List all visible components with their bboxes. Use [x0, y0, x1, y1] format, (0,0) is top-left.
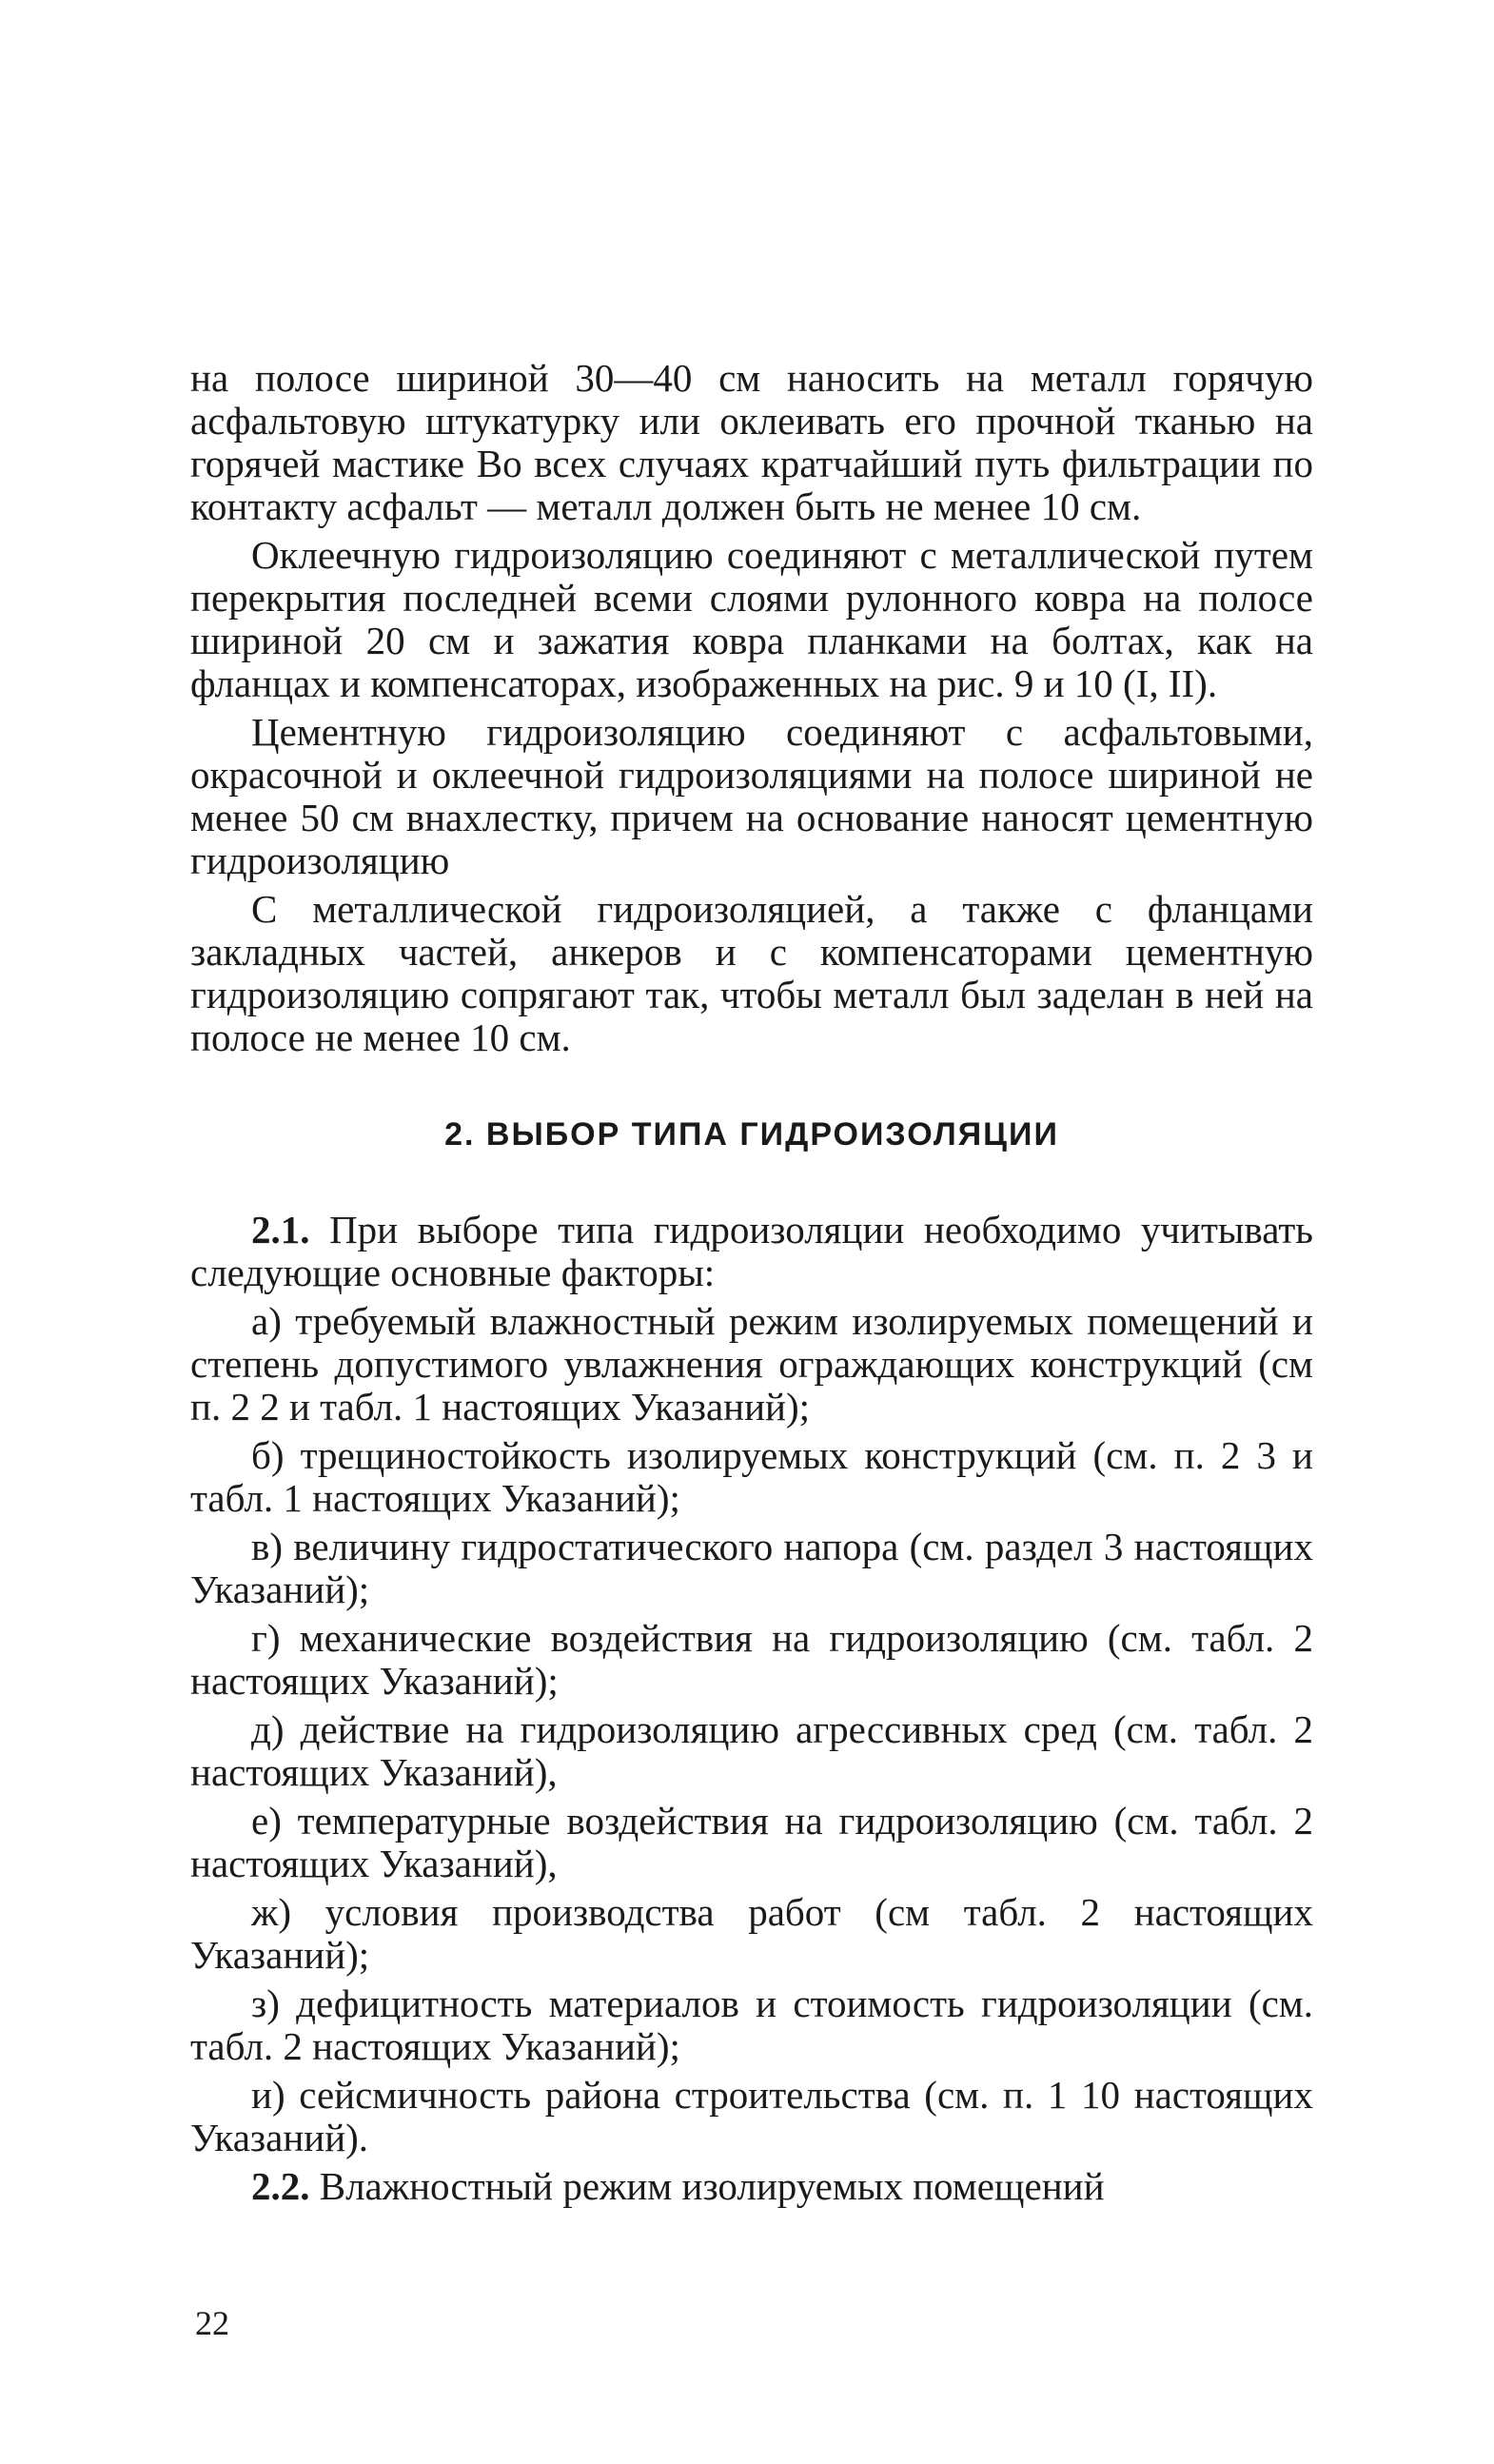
paragraph-2-1 — [190, 1209, 1313, 1294]
paragraph-number: 2.1. — [251, 1208, 310, 1252]
list-item: и) сейсмичность района строительства (см. п. 1 10 настоящих Указаний). — [190, 2073, 1313, 2159]
list-item: г) механические воздействия на гидроизоляцию (см. табл. 2 настоящих Указаний); — [190, 1616, 1313, 1703]
paragraph-continuation: на полосе шириной 30—40 см наносить на металл горячую асфальтовую штукатурку или оклеивать его прочной тканью на горячей мастике Во всех случаях кратчайший путь фильтрации по контакту асфальт — металл должен быть не менее 10 см. — [190, 356, 1313, 528]
page-number: 22 — [195, 2304, 229, 2342]
page-content — [190, 357, 1313, 2214]
section-heading: 2. ВЫБОР ТИПА ГИДРОИЗОЛЯЦИИ — [444, 1116, 1059, 1153]
paragraph-cement-joint: Цементную гидроизоляцию соединяют с асфальтовыми, окрасочной и оклеечной гидроизоляциями на полосе шириной не менее 50 см внахлестку, причем на основание наносят цементную гидроизоляцию — [190, 710, 1313, 882]
list-item: е) температурные воздействия на гидроизоляцию (см. табл. 2 настоящих Указаний), — [190, 1799, 1313, 1885]
list-item: б) трещиностойкость изолируемых конструкций (см. п. 2 3 и табл. 1 настоящих Указаний); — [190, 1433, 1313, 1520]
paragraph-2-2 — [190, 2165, 1313, 2208]
paragraph-metal-joint: С металлической гидроизоляцией, а также с фланцами закладных частей, анкеров и с компенсаторами цементную гидроизоляцию сопрягают так, чтобы металл был заделан в ней на полосе не менее 10 см. — [190, 887, 1313, 1059]
paragraph-number: 2.2. — [251, 2164, 310, 2208]
paragraph-text: При выборе типа гидроизоляции необходимо учитывать следующие основные факторы: — [190, 1208, 1314, 1294]
list-item: з) дефицитность материалов и стоимость гидроизоляции (см. табл. 2 настоящих Указаний); — [190, 1981, 1313, 2068]
paragraph-text: Влажностный режим изолируемых помещений — [319, 2164, 1105, 2208]
list-item: д) действие на гидроизоляцию агрессивных сред (см. табл. 2 настоящих Указаний), — [190, 1707, 1313, 1794]
list-item: ж) условия производства работ (см табл. 2 настоящих Указаний); — [190, 1890, 1313, 1977]
list-item: в) величину гидростатического напора (см. раздел 3 настоящих Указаний); — [190, 1525, 1313, 1611]
paragraph-glued-joint: Оклеечную гидроизоляцию соединяют с металлической путем перекрытия последней всеми слоями рулонного ковра на полосе шириной 20 см и зажатия ковра планками на болтах, как на фланцах и компенсаторах, изображенных на рис. 9 и 10 (I, II). — [190, 533, 1313, 705]
list-item: а) требуемый влажностный режим изолируемых помещений и степень допустимого увлажнения ограждающих конструкций (см п. 2 2 и табл. 1 настоящих Указаний); — [190, 1299, 1313, 1429]
